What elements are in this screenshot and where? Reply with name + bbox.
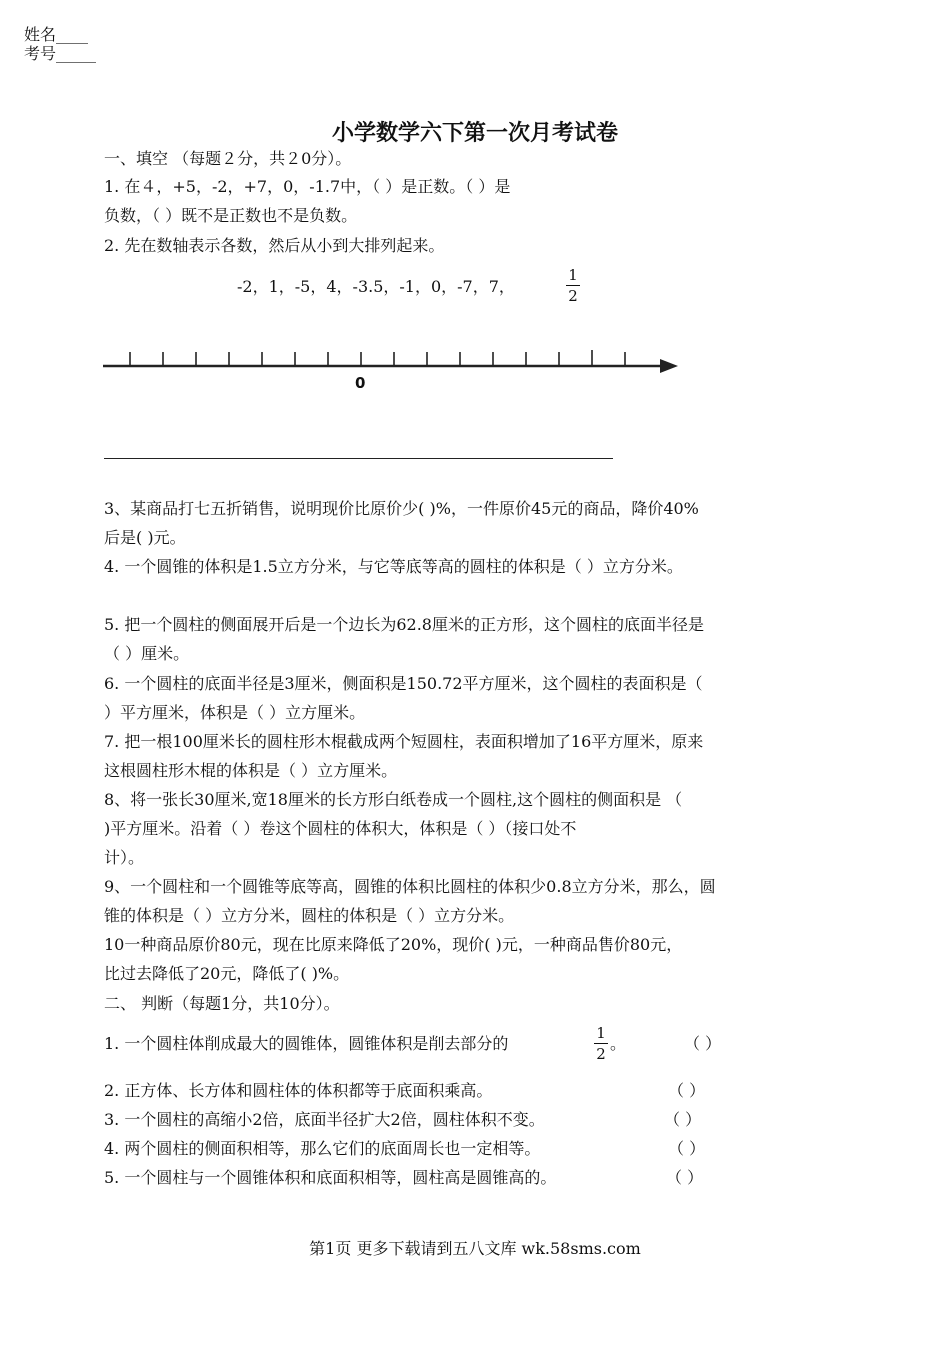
judgement-1-suffix: 。 (610, 1034, 627, 1053)
question-7-line-1: 7. 把一根100厘米长的圆柱形木棍截成两个短圆柱，表面积增加了16平方厘米，原来 (104, 732, 704, 751)
question-8-line-1: 8、将一张长30厘米,宽18厘米的长方形白纸卷成一个圆柱,这个圆柱的侧面积是 （ (104, 790, 683, 809)
question-8-line-2: )平方厘米。沿着（ ）卷这个圆柱的体积大，体积是（ ）（接口处不 (104, 819, 577, 838)
judgement-1-answer-paren: （ ） (684, 1034, 722, 1053)
question-7-line-2: 这根圆柱形木棍的体积是（ ）立方厘米。 (104, 761, 398, 780)
question-9-line-1: 9、一个圆柱和一个圆锥等底等高，圆锥的体积比圆柱的体积少0.8立方分米，那么，圆 (104, 877, 716, 896)
question-5-line-1: 5. 把一个圆柱的侧面展开后是一个边长为62.8厘米的正方形，这个圆柱的底面半径是 (104, 615, 704, 634)
question-3-line-2: 后是( )元。 (104, 528, 186, 547)
name-field-label: 姓名____ (24, 25, 89, 44)
fraction-denominator: 2 (596, 1045, 606, 1063)
number-line-ticks (130, 350, 625, 366)
judgement-2-answer-paren: （ ） (668, 1081, 706, 1100)
number-line (100, 340, 690, 400)
question-10-line-2: 比过去降低了20元，降低了( )%。 (104, 964, 350, 983)
question-5-line-2: （ ）厘米。 (104, 644, 190, 663)
question-1-line-1: 1. 在４，+5，-2，+7，0，-1.7中，（ ）是正数。（ ）是 (104, 177, 511, 196)
judgement-1-text: 1. 一个圆柱体削成最大的圆锥体，圆锥体积是削去部分的 (104, 1034, 509, 1053)
question-6-line-1: 6. 一个圆柱的底面半径是3厘米，侧面积是150.72平方厘米，这个圆柱的表面积是（ (104, 674, 703, 693)
question-2-text: 2. 先在数轴表示各数，然后从小到大排列起来。 (104, 236, 445, 255)
question-6-line-2: ）平方厘米，体积是（ ）立方厘米。 (104, 703, 366, 722)
judgement-4-answer-paren: （ ） (668, 1139, 706, 1158)
question-10-line-1: 10一种商品原价80元，现在比原来降低了20%，现价( )元，一种商品售价80元， (104, 935, 683, 954)
section2-heading: 二、 判断（每题1分，共10分）。 (104, 994, 340, 1013)
number-line-arrow (660, 359, 678, 373)
question-2-number-list: -2，1，-5，4，-3.5，-1，0，-7，7， (237, 277, 515, 296)
question-8-line-3: 计）。 (104, 848, 145, 867)
fraction-denominator: 2 (568, 287, 578, 305)
question-3-line-1: 3、某商品打七五折销售，说明现价比原价少( )%，一件原价45元的商品，降价40% (104, 499, 699, 518)
judgement-5-answer-paren: （ ） (666, 1168, 704, 1187)
fraction-bar (566, 285, 580, 286)
page-footer: 第1页 更多下载请到五八文库 wk.58sms.com (309, 1239, 641, 1258)
exam-number-field-label: 考号_____ (24, 44, 97, 63)
judgement-1-fraction (594, 1024, 608, 1063)
page-title: 小学数学六下第一次月考试卷 (331, 120, 618, 146)
section1-heading: 一、填空 （每题２分，共２0分）。 (104, 149, 352, 168)
judgement-3-answer-paren: （ ） (664, 1110, 702, 1129)
judgement-3-text: 3. 一个圆柱的高缩小2倍，底面半径扩大2倍，圆柱体积不变。 (104, 1110, 545, 1129)
question-1-line-2: 负数，（ ）既不是正数也不是负数。 (104, 206, 358, 225)
fraction-numerator: 1 (568, 266, 578, 284)
judgement-4-text: 4. 两个圆柱的侧面积相等，那么它们的底面周长也一定相等。 (104, 1139, 541, 1158)
question-9-line-2: 锥的体积是（ ）立方分米，圆柱的体积是（ ）立方分米。 (104, 906, 515, 925)
fraction-bar (594, 1043, 608, 1044)
judgement-2-text: 2. 正方体、长方体和圆柱体的体积都等于底面积乘高。 (104, 1081, 493, 1100)
fraction-numerator: 1 (596, 1024, 606, 1042)
number-line-zero-label: 0 (355, 374, 366, 392)
answer-line (104, 458, 613, 459)
judgement-5-text: 5. 一个圆柱与一个圆锥体积和底面积相等，圆柱高是圆锥高的。 (104, 1168, 557, 1187)
question-2-fraction (566, 266, 580, 305)
question-4: 4. 一个圆锥的体积是1.5立方分米，与它等底等高的圆柱的体积是（ ）立方分米。 (104, 557, 683, 576)
